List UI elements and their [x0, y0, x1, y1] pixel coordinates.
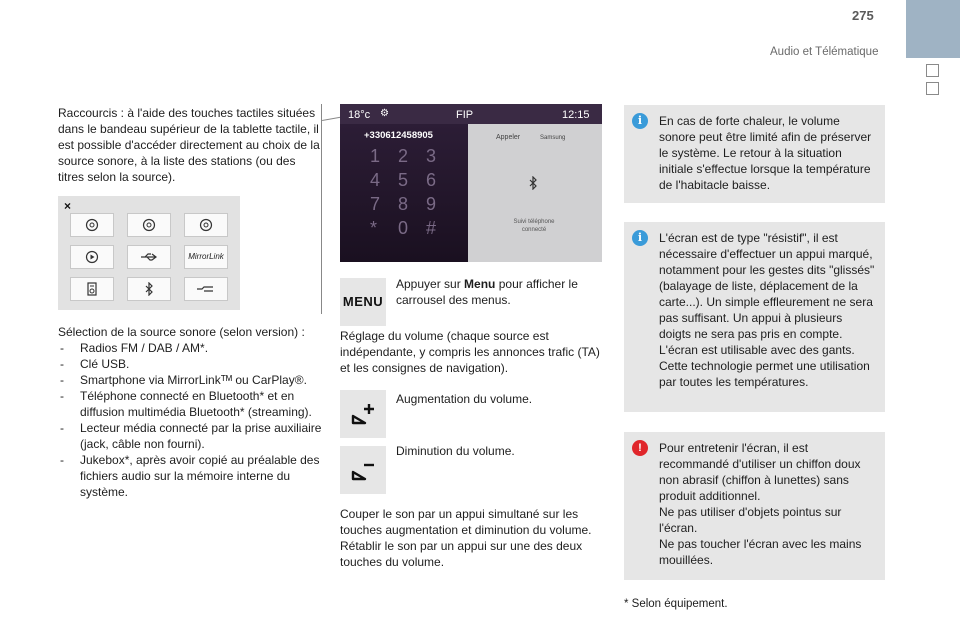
- list-item: - Radios FM / DAB / AM*.: [58, 340, 328, 356]
- dab-source-button[interactable]: [127, 213, 171, 237]
- page-number: 275: [852, 8, 874, 23]
- warning-note-cleaning: [624, 432, 885, 580]
- note-text: L'écran est de type "résistif", il est nécessaire d'effectuer un appui marqué, notamment pour les gestes dits "glissés" (balayage de liste, déplacement de la carte...). Un simple effleurement ne sera pas suffisant. Un appui à plusieurs doigts ne sera pas pris en compte.: [659, 231, 875, 341]
- info-note-heat: [624, 105, 885, 203]
- settings-icon[interactable]: ⚙: [380, 108, 389, 119]
- volume-up-key: [340, 390, 386, 438]
- section-title: Audio et Télématique: [770, 46, 879, 58]
- station-name: FIP: [456, 109, 474, 121]
- mute-description: [340, 506, 608, 570]
- volume-down-key: [340, 446, 386, 494]
- shortcuts-paragraph: [58, 105, 322, 185]
- list-item: - Smartphone via MirrorLinkᵀᴹ ou CarPlay®.: [58, 372, 328, 388]
- phone-status-text: Suivi téléphone connecté: [513, 219, 555, 233]
- close-icon[interactable]: ×: [64, 199, 72, 213]
- chapter-tab: [906, 0, 960, 58]
- jack-cable-icon: [196, 285, 216, 293]
- volume-up-icon: [348, 399, 378, 429]
- radio-icon: [199, 218, 213, 232]
- usb-source-button[interactable]: [127, 245, 171, 269]
- list-item: - Clé USB.: [58, 356, 328, 372]
- bluetooth-icon: [528, 176, 538, 190]
- volume-up-description: Augmentation du volume.: [396, 392, 533, 406]
- info-icon: i: [632, 230, 648, 246]
- source-list-heading: Sélection de la source sonore (selon version) :: [58, 325, 305, 339]
- unmute-text: Rétablir le son par un appui sur une des deux touches du volume.: [340, 539, 583, 569]
- menu-desc-prefix: Appuyer sur: [396, 277, 465, 291]
- mirrorlink-logo: MirrorLink: [188, 252, 224, 261]
- keypad-key[interactable]: 9: [426, 194, 437, 214]
- call-tab[interactable]: Appeler: [496, 134, 521, 141]
- carplay-icon: [85, 250, 99, 264]
- carplay-source-button[interactable]: [70, 245, 114, 269]
- list-item: - Lecteur média connecté par la prise auxiliaire (jack, câble non fourni).: [58, 420, 328, 452]
- device-name: Samsung: [540, 135, 566, 141]
- radio-icon: [142, 218, 156, 232]
- keypad-key[interactable]: 4: [370, 170, 381, 190]
- keypad-key[interactable]: 3: [426, 146, 437, 166]
- keypad-key[interactable]: 6: [426, 170, 437, 190]
- aux-source-button[interactable]: [184, 277, 228, 301]
- bluetooth-source-button[interactable]: [127, 277, 171, 301]
- phone-pane: [468, 124, 602, 262]
- footnote: * Selon équipement.: [624, 598, 728, 610]
- note-text: L'écran est utilisable avec des gants. Cette technologie permet une utilisation par toutes les températures.: [659, 343, 870, 389]
- mute-text: Couper le son par un appui simultané sur les touches augmentation et diminution du volume.: [340, 507, 592, 537]
- menu-desc-suffix: pour afficher le carrousel des menus.: [396, 277, 578, 307]
- shortcuts-text: Raccourcis : à l'aide des touches tactiles situées dans le bandeau supérieur de la tablette tactile, il est possible d'accéder directement au choix de la source sonore, à la liste des stations (ou des titres selon la source).: [58, 106, 320, 184]
- volume-down-description: Diminution du volume.: [396, 444, 515, 458]
- tab-marker-box: [926, 64, 939, 77]
- menu-key: MENU: [340, 278, 386, 326]
- keypad-key[interactable]: 7: [370, 194, 381, 214]
- note-text: En cas de forte chaleur, le volume sonore peut être limité afin de préserver le système. Le retour à la situation initiale s'effectue lorsque la température de l'habitacle baisse.: [659, 114, 872, 192]
- screen-status-bar: [340, 104, 602, 124]
- tab-marker-box: [926, 82, 939, 95]
- usb-icon: [140, 252, 158, 262]
- keypad-key[interactable]: 5: [398, 170, 409, 190]
- keypad-key[interactable]: 8: [398, 194, 409, 214]
- source-selection-list: [58, 324, 328, 500]
- clock: 12:15: [562, 109, 590, 121]
- info-note-resistive: [624, 222, 885, 412]
- keypad-key[interactable]: 2: [398, 146, 409, 166]
- jukebox-source-button[interactable]: [70, 277, 114, 301]
- menu-description: [396, 276, 596, 308]
- jukebox-icon: [87, 282, 97, 296]
- note-text: Pour entretenir l'écran, il est recommandé d'utiliser un chiffon doux non abrasif (chiffon à lunettes) sans produit additionnel.: [659, 441, 861, 503]
- mirrorlink-source-button[interactable]: [184, 245, 228, 269]
- note-text: Ne pas utiliser d'objets pointus sur l'écran.: [659, 505, 842, 535]
- volume-regulation: Réglage du volume (chaque source est indépendante, y compris les annonces trafic (TA) et les consignes de navigation).: [340, 329, 600, 375]
- warning-icon: !: [632, 440, 648, 456]
- keypad-key[interactable]: 1: [370, 146, 381, 166]
- caller-number: +330612458905: [364, 130, 433, 141]
- info-icon: i: [632, 113, 648, 129]
- list-item: - Téléphone connecté en Bluetooth* et en diffusion multimédia Bluetooth* (streaming).: [58, 388, 328, 420]
- volume-regulation-text: [340, 328, 600, 376]
- temperature-readout: 18°c: [348, 109, 371, 121]
- keypad-key[interactable]: #: [426, 218, 437, 238]
- keypad-key[interactable]: 0: [398, 218, 409, 238]
- menu-desc-bold: Menu: [464, 277, 496, 291]
- source-selection-panel: [58, 196, 240, 310]
- bluetooth-icon: [144, 282, 154, 296]
- radio-icon: [85, 218, 99, 232]
- am-source-button[interactable]: [184, 213, 228, 237]
- radio-source-button[interactable]: [70, 213, 114, 237]
- keypad-key[interactable]: *: [370, 218, 378, 238]
- column-divider: [321, 104, 322, 314]
- volume-down-icon: [348, 455, 378, 485]
- touchscreen-photo: [340, 104, 602, 262]
- note-text: Ne pas toucher l'écran avec les mains mouillées.: [659, 537, 862, 567]
- dial-keypad: [370, 144, 456, 240]
- list-item: - Jukebox*, après avoir copié au préalable des fichiers audio sur la mémoire interne du système.: [58, 452, 328, 500]
